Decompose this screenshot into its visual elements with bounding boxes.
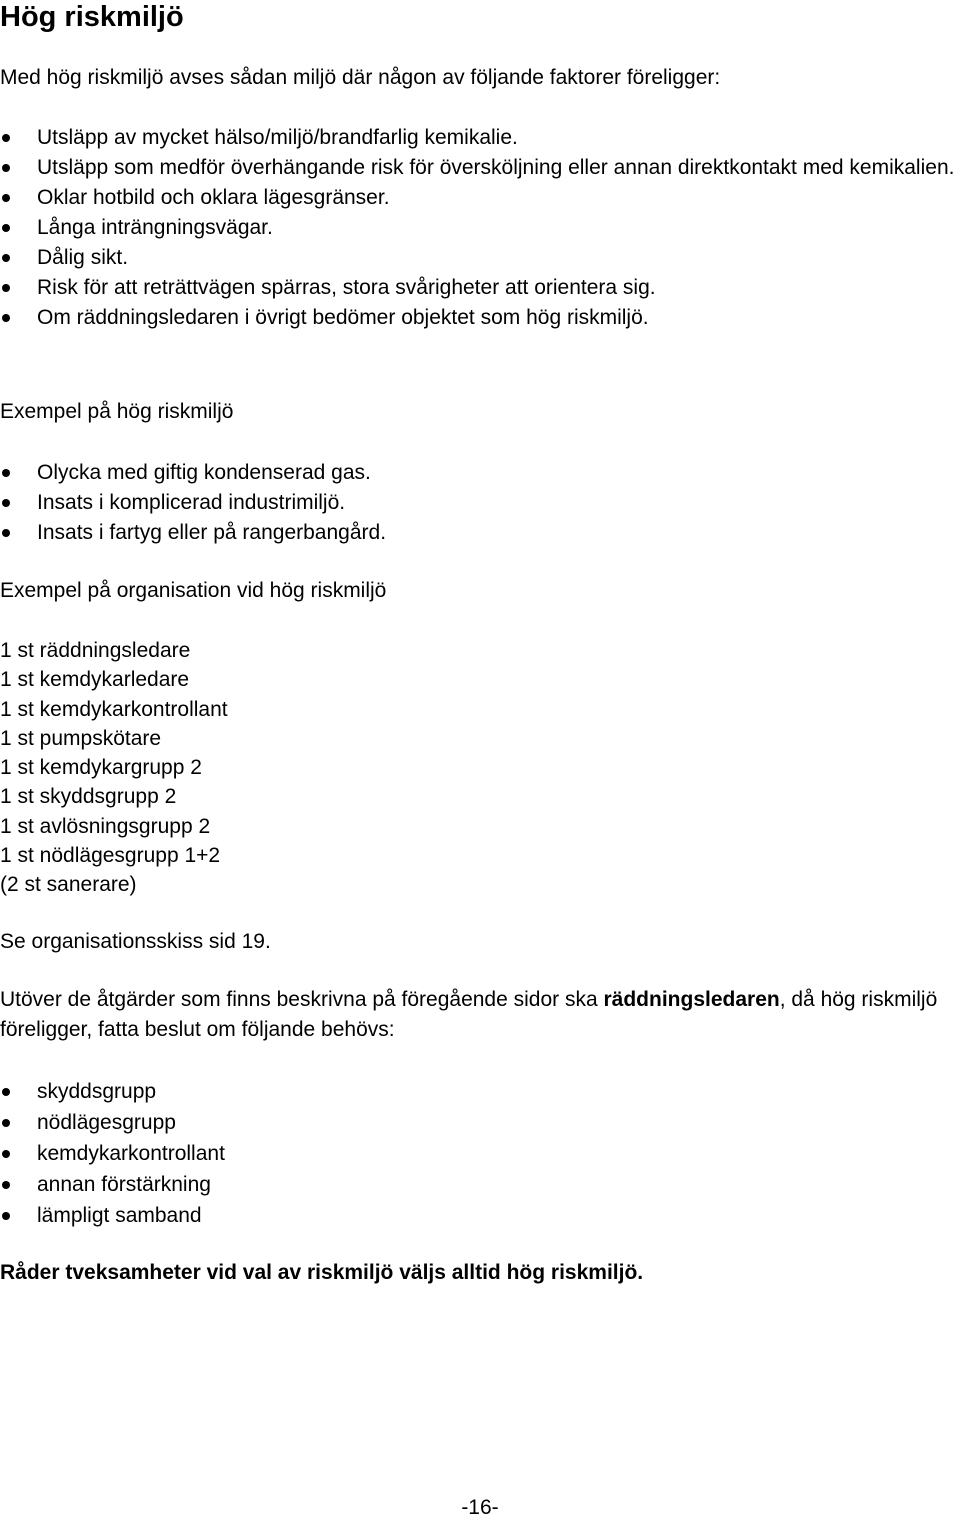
bullet-icon xyxy=(2,194,10,202)
organisation-line: 1 st pumpskötare xyxy=(0,726,162,750)
list-item: Dålig sikt. xyxy=(0,243,955,273)
bullet-icon xyxy=(2,1212,10,1220)
list-item: Långa inträngningsvägar. xyxy=(0,213,955,243)
organisation-line: 1 st nödlägesgrupp 1+2 xyxy=(0,844,221,868)
bullet-icon xyxy=(2,314,10,322)
organisation-line: 1 st avlösningsgrupp 2 xyxy=(0,814,211,838)
organisation-line: 1 st räddningsledare xyxy=(0,639,191,662)
list-item: annan förstärkning xyxy=(0,1169,955,1200)
list-item: Utsläpp av mycket hälso/miljö/brandfarlig kemikalie. xyxy=(0,123,955,153)
decision-paragraph: Utöver de åtgärder som finns beskrivna på föregående sidor ska räddningsledaren, då hög riskmiljö föreligger, fatta beslut om följande behövs: xyxy=(0,988,938,1041)
bullet-icon xyxy=(2,1181,10,1189)
bullet-icon xyxy=(2,254,10,262)
bullet-icon xyxy=(2,469,10,477)
list-item: Insats i fartyg eller på rangerbangård. xyxy=(0,518,955,548)
intro-paragraph: Med hög riskmiljö avses sådan miljö där någon av följande faktorer föreligger: xyxy=(0,66,721,89)
bullet-icon xyxy=(2,1119,10,1127)
emphasis-text: räddningsledaren xyxy=(603,988,780,1011)
list-item: Oklar hotbild och oklara lägesgränser. xyxy=(0,183,955,213)
page-title: Hög riskmiljö xyxy=(0,1,184,33)
list-item: Insats i komplicerad industrimiljö. xyxy=(0,488,955,518)
list-item: kemdykarkontrollant xyxy=(0,1138,955,1169)
organisation-line: 1 st kemdykarkontrollant xyxy=(0,697,228,721)
bullet-icon xyxy=(2,529,10,537)
examples-list xyxy=(0,458,955,548)
list-item: Utsläpp som medför överhängande risk för översköljning eller annan direktkontakt med kemikalien. xyxy=(0,153,955,183)
list-item: Risk för att reträttvägen spärras, stora svårigheter att orientera sig. xyxy=(0,273,955,303)
bullet-icon xyxy=(2,164,10,172)
factor-list xyxy=(0,123,955,333)
page-number: -16- xyxy=(461,1496,499,1519)
bullet-icon xyxy=(2,224,10,232)
list-item: lämpligt samband xyxy=(0,1200,955,1231)
list-item: Olycka med giftig kondenserad gas. xyxy=(0,458,955,488)
bullet-icon xyxy=(2,284,10,292)
bullet-icon xyxy=(2,1088,10,1096)
list-item: Om räddningsledaren i övrigt bedömer objektet som hög riskmiljö. xyxy=(0,303,955,333)
organisation-line: 1 st skyddsgrupp 2 xyxy=(0,785,177,809)
organisation-line: (2 st sanerare) xyxy=(0,873,137,897)
organisation-line: 1 st kemdykarledare xyxy=(0,668,190,692)
bullet-icon xyxy=(2,499,10,507)
list-item: skyddsgrupp xyxy=(0,1076,955,1107)
organisation-line: 1 st kemdykargrupp 2 xyxy=(0,756,202,780)
decision-list xyxy=(0,1076,955,1231)
bullet-icon xyxy=(2,134,10,142)
examples-heading: Exempel på hög riskmiljö xyxy=(0,400,234,423)
organisation-list xyxy=(0,636,228,900)
final-note: Råder tveksamheter vid val av riskmiljö väljs alltid hög riskmiljö. xyxy=(0,1261,644,1284)
see-reference: Se organisationsskiss sid 19. xyxy=(0,930,271,953)
list-item: nödlägesgrupp xyxy=(0,1107,955,1138)
bullet-icon xyxy=(2,1150,10,1158)
organisation-heading: Exempel på organisation vid hög riskmiljö xyxy=(0,579,387,602)
